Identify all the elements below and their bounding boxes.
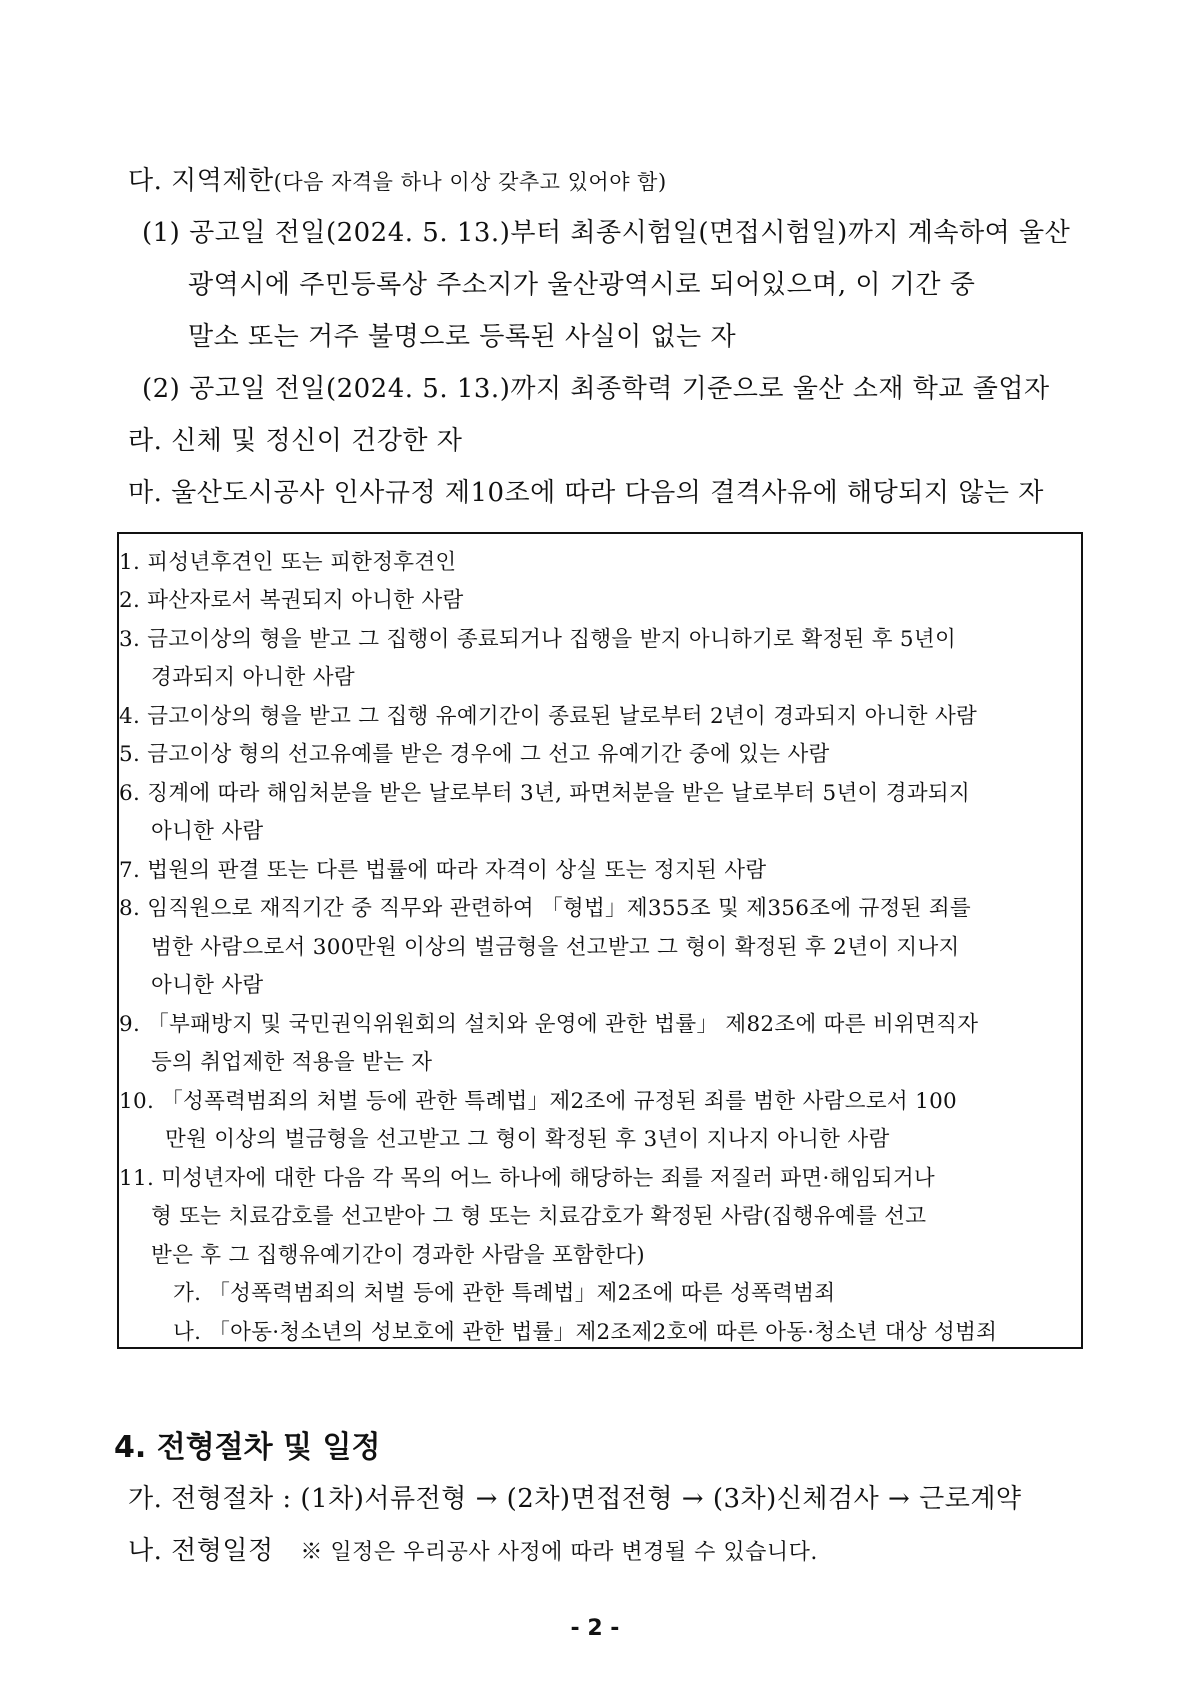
region-condition-2: (2) 공고일 전일(2024. 5. 13.)까지 최종학력 기준으로 울산 소재 학교 졸업자 [142,374,1050,404]
region-condition-1-line-1: (1) 공고일 전일(2024. 5. 13.)부터 최종시험일(면접시험일)까지 계속하여 울산 [142,218,1071,248]
disqualification-line: 9. 「부패방지 및 국민권익위원회의 설치와 운영에 관한 법률」 제82조에 따른 비위면직자 [119,1012,979,1037]
disqualification-line: 받은 후 그 집행유예기간이 경과한 사람을 포함한다) [151,1243,645,1268]
disqualification-intro-line [128,476,1044,510]
selection-process-line [128,1482,1022,1516]
disqualification-line: 6. 징계에 따라 해임처분을 받은 날로부터 3년, 파면처분을 받은 날로부터 5년이 경과되지 [119,781,971,806]
disqualification-line: 4. 금고이상의 형을 받고 그 집행 유예기간이 종료된 날로부터 2년이 경과되지 아니한 사람 [119,704,978,729]
disqualification-subitem: 가. 「성폭력범죄의 처벌 등에 관한 특례법」제2조에 따른 성폭력범죄 [173,1281,836,1306]
disqualification-line: 만원 이상의 벌금형을 선고받고 그 형이 확정된 후 3년이 지나지 아니한 사람 [165,1127,890,1152]
item-marker: 라. [128,426,163,456]
disqualification-line: 범한 사람으로서 300만원 이상의 벌금형을 선고받고 그 형이 확정된 후 2년이 지나지 [151,935,960,960]
disqualification-line: 3. 금고이상의 형을 받고 그 집행이 종료되거나 집행을 받지 아니하기로 확정된 후 5년이 [119,627,957,652]
disqualification-line: 아니한 사람 [151,819,264,844]
region-restriction-line [128,164,667,199]
health-requirement-text: 신체 및 정신이 건강한 자 [171,426,463,456]
disqualification-line: 10. 「성폭력범죄의 처벌 등에 관한 특례법」제2조에 규정된 죄를 범한 사람으로서 100 [119,1089,958,1114]
disqualification-line: 7. 법원의 판결 또는 다른 법률에 따라 자격이 상실 또는 정지된 사람 [119,858,767,883]
region-restriction-note: (다음 자격을 하나 이상 갖추고 있어야 함) [273,170,667,194]
page-number: - 2 - [570,1616,620,1641]
disqualification-intro-text: 울산도시공사 인사규정 제10조에 따라 다음의 결격사유에 해당되지 않는 자 [171,478,1044,508]
selection-schedule-line [128,1534,818,1570]
region-condition-1-line-2: 광역시에 주민등록상 주소지가 울산광역시로 되어있으며, 이 기간 중 [188,270,976,300]
region-restriction-title: 지역제한 [171,166,274,196]
region-condition-1-line-3: 말소 또는 거주 불명으로 등록된 사실이 없는 자 [188,322,737,352]
item-marker: 마. [128,478,163,508]
schedule-note: ※ 일정은 우리공사 사정에 따라 변경될 수 있습니다. [300,1540,818,1565]
disqualification-line: 5. 금고이상 형의 선고유예를 받은 경우에 그 선고 유예기간 중에 있는 사람 [119,742,830,767]
disqualification-line: 2. 파산자로서 복권되지 아니한 사람 [119,588,464,613]
item-marker: 가. [128,1484,163,1514]
disqualification-line: 8. 임직원으로 재직기간 중 직무와 관련하여 「형법」제355조 및 제356조에 규정된 죄를 [119,896,972,921]
disqualification-line: 아니한 사람 [151,973,264,998]
disqualification-line: 경과되지 아니한 사람 [151,665,355,690]
item-marker: 다. [128,166,163,196]
section-heading: 4. 전형절차 및 일정 [114,1430,381,1465]
disqualification-subitem: 나. 「아동·청소년의 성보호에 관한 법률」제2조제2호에 따른 아동·청소년 대상 성범죄 [173,1320,998,1345]
disqualification-line: 11. 미성년자에 대한 다음 각 목의 어느 하나에 해당하는 죄를 저질러 파면·해임되거나 [119,1166,935,1191]
health-requirement-line [128,424,462,458]
disqualification-box [117,532,1083,1349]
disqualification-line: 등의 취업제한 적용을 받는 자 [151,1050,433,1075]
selection-process-text: 전형절차 : (1차)서류전형 → (2차)면접전형 → (3차)신체검사 → 근로계약 [171,1484,1022,1514]
disqualification-line: 형 또는 치료감호를 선고받아 그 형 또는 치료감호가 확정된 사람(집행유예를 선고 [151,1204,927,1229]
disqualification-line: 1. 피성년후견인 또는 피한정후견인 [119,550,457,575]
selection-schedule-text: 전형일정 [171,1536,274,1566]
item-marker: 나. [128,1536,163,1566]
